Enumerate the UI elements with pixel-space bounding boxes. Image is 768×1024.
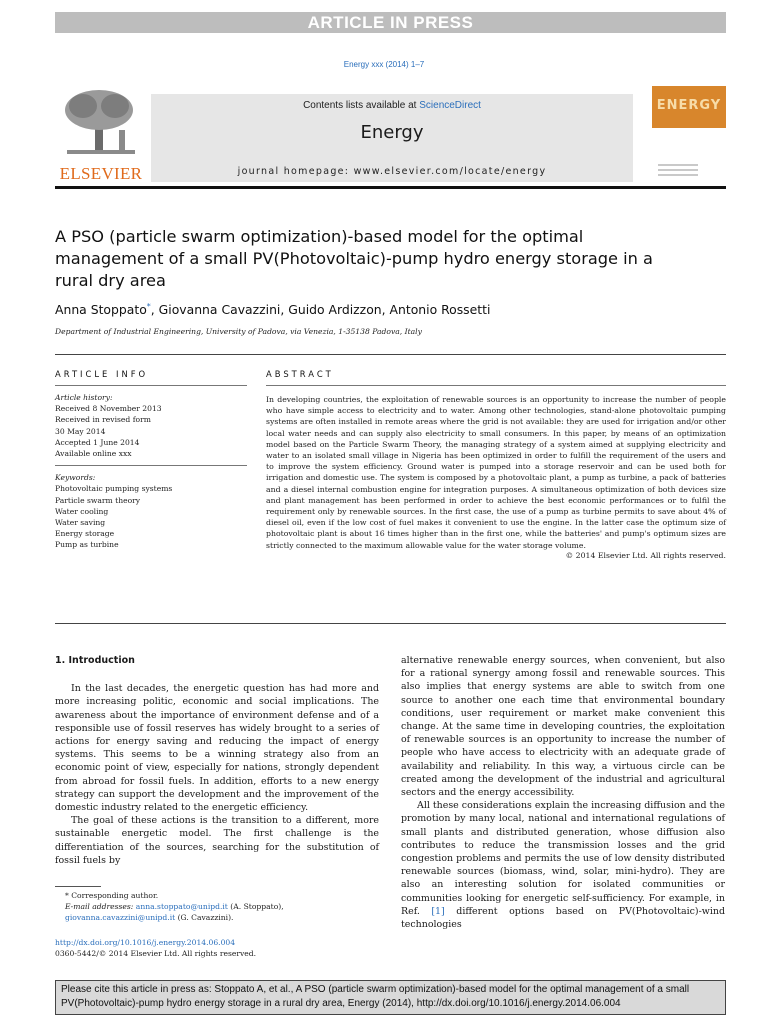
keyword-item: Pump as turbine bbox=[55, 540, 119, 550]
author-list bbox=[55, 302, 695, 317]
journal-masthead bbox=[55, 86, 726, 188]
sciencedirect-link[interactable]: ScienceDirect bbox=[419, 100, 481, 111]
history-item: 30 May 2014 bbox=[55, 426, 106, 436]
section-heading-introduction: 1. Introduction bbox=[55, 655, 135, 666]
author-first: Anna Stoppato bbox=[55, 302, 147, 318]
history-item: Available online xxx bbox=[55, 449, 132, 459]
journal-citation-link[interactable]: Energy xxx (2014) 1–7 bbox=[343, 60, 425, 69]
author-rest: , Giovanna Cavazzini, Guido Ardizzon, Antonio Rossetti bbox=[150, 302, 491, 318]
contents-available-line: Contents lists available at ScienceDirect bbox=[303, 100, 481, 111]
citation-notice-box: Please cite this article in press as: Stoppato A, et al., A PSO (particle swarm optimization)-based model for the optimal management of a small PV(Photovoltaic)-pump hydro energy storage in a rural dry area, Energy (2014), http://dx.doi.org/10.1016/j.energy.2014.06.004 bbox=[55, 980, 726, 1015]
keyword-item: Photovoltaic pumping systems bbox=[55, 484, 173, 494]
body-paragraph: The goal of these actions is the transition to a different, more sustainable energetic model. The first challenge is the differentiation of the sources, searching for the substitution of fossil fuels by bbox=[55, 815, 379, 866]
email-link-cavazzini[interactable]: giovanna.cavazzini@unipd.it bbox=[65, 912, 176, 922]
article-in-press-banner: ARTICLE IN PRESS bbox=[55, 12, 726, 33]
corresponding-author-mark[interactable]: * bbox=[146, 302, 151, 311]
issn-line: 0360-5442/© 2014 Elsevier Ltd. All rights reserved. bbox=[55, 949, 257, 958]
doi-block bbox=[55, 937, 455, 959]
body-left-column bbox=[55, 654, 379, 867]
email-addresses: E-mail addresses: anna.stoppato@unipd.it (A. Stoppato), giovanna.cavazzini@unipd.it (G. Cavazzini). bbox=[65, 901, 284, 922]
body-paragraph: alternative renewable energy sources, when convenient, but also for a rational synergy among fossil and renewable sources. This also implies that energy systems are able to switch from one source to another one each time that environmental boundary conditions, user requirement or market make convenient this change. At the same time in developing countries, the exploitation of renewable sources is an opportunity to increase the number of people who have access to electricity with an adequate grade of availability and reliability. In this way, a virtuous circle can be created among the development of the industrial and agricultural sectors and the energy accessibility. bbox=[401, 655, 725, 799]
history-item: Accepted 1 June 2014 bbox=[55, 437, 140, 447]
affiliation: Department of Industrial Engineering, University of Padova, via Venezia, 1-35138 Padova, Italy bbox=[55, 327, 422, 336]
abstract-panel bbox=[266, 385, 726, 560]
history-item: Received 8 November 2013 bbox=[55, 404, 162, 414]
elsevier-logo bbox=[55, 86, 147, 182]
article-info-heading: ARTICLE INFO bbox=[55, 369, 149, 379]
keywords-label: Keywords: bbox=[55, 473, 96, 483]
elsevier-wordmark: ELSEVIER bbox=[59, 164, 143, 183]
body-right-column bbox=[401, 654, 725, 931]
abstract-heading: ABSTRACT bbox=[266, 369, 334, 379]
keyword-item: Particle swarm theory bbox=[55, 495, 141, 505]
body-paragraph: All these considerations explain the increasing diffusion and the promotion by many local, national and international regulations of small plants and distributed generation, whose diffusion also contributes to reduce the transmission losses and the grid congestion problems and permits the use of low density distributed renewable sources (biomass, wind, solar, mini-hydro). They are also an interesting solution for isolated communities or communities looking for energetic self-sufficiency. For example, in Ref. [1] different options based on PV(Photovoltaic)-wind technologies bbox=[401, 800, 725, 931]
journal-homepage[interactable]: journal homepage: www.elsevier.com/locate/energy bbox=[237, 166, 547, 177]
abstract-divider bbox=[55, 623, 726, 624]
article-info-panel bbox=[55, 385, 247, 551]
masthead-info-panel bbox=[151, 94, 633, 182]
body-paragraph: In the last decades, the energetic question has had more and more increasing politic, economic and social implications. The awareness about the importance of environment defense and of a responsible use of fossil reserves has widely brought to a series of actions for energy saving and reducing the impact of energy systems. This seems to be a winning strategy also from an economic point of view, especially for nations, strongly dependent from abroad for fossil fuels. In addition, efforts to a new energy strategy can support the development and the improvement of the domestic industry related to the energetic efficiency. bbox=[55, 683, 379, 814]
journal-cover-thumbnail bbox=[652, 86, 726, 182]
keyword-item: Energy storage bbox=[55, 529, 115, 539]
reference-link[interactable]: [1] bbox=[431, 905, 445, 917]
doi-link[interactable]: http://dx.doi.org/10.1016/j.energy.2014.06.004 bbox=[55, 938, 236, 947]
elsevier-tree-icon bbox=[61, 88, 141, 156]
cover-title: ENERGY bbox=[656, 98, 722, 113]
email-link-stoppato[interactable]: anna.stoppato@unipd.it bbox=[135, 901, 228, 911]
header-divider bbox=[55, 354, 726, 355]
article-title: A PSO (particle swarm optimization)-based model for the optimal management of a small PV(Photovoltaic)-pump hydro energy storage in a rural dry area bbox=[55, 227, 653, 290]
footnote bbox=[55, 886, 379, 923]
history-label: Article history: bbox=[55, 393, 113, 402]
abstract-copyright: © 2014 Elsevier Ltd. All rights reserved. bbox=[565, 550, 726, 560]
keyword-item: Water cooling bbox=[55, 506, 109, 516]
history-item: Received in revised form bbox=[55, 415, 151, 425]
corresponding-author-note: * Corresponding author. bbox=[65, 891, 159, 900]
abstract-text: In developing countries, the exploitation of renewable sources is an opportunity to increase the number of people who have simple access to electricity and to water. Among other technologies, stand-alone photovoltaic pumping systems are often installed in remote areas where the grid is not available: they are used for irrigation and/or other local water needs and can supply also electricity to small consumers. In this paper, by means of an optimization model based on the Particle Swarm Theory, the managing strategy of a system aimed at supplying electricity and water to an isolated small village in Nigeria has been optimized in order to fulfill the requirement of the users and to improve the system efficiency. Ground water is pumped into a storage reservoir and can be used both for irrigation and domestic use. The system is composed by a photovoltaic plant, a pump as turbine, a pack of batteries and a diesel internal combustion engine for integration purposes. A simultaneous optimization of both devices size and plant management has been performed in order to achieve the best economic performances or to fulfil the requirement only by renewable sources. In the first case, the use of a pump as turbine permits to save about 4% of diesel oil, even if the low cost of fuel makes it convenient to use the engine. In the latter case the optimum size of photovoltaic plant is about 16 times higher than in the first one, while the batteries' and pump's optimum sizes are strictly connected to the maximum allowable value for the water storage volume. bbox=[266, 395, 726, 550]
journal-name: Energy bbox=[360, 122, 424, 143]
masthead-rule bbox=[55, 186, 726, 189]
keyword-item: Water saving bbox=[55, 518, 106, 528]
